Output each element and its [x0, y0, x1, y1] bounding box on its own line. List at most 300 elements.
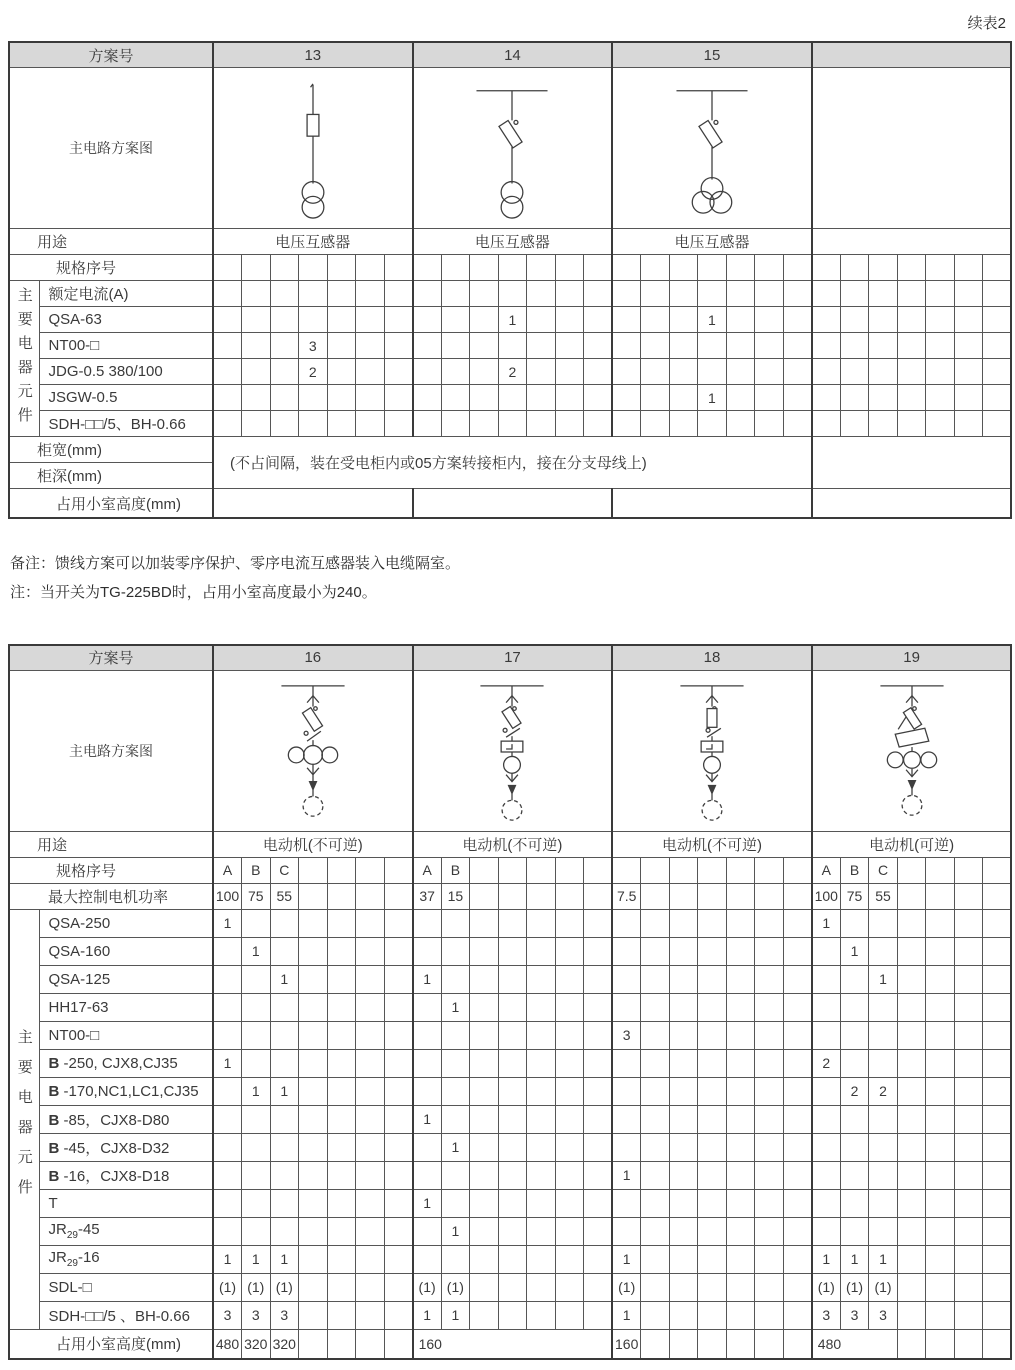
value-cell: [213, 411, 242, 437]
value-cell: [555, 993, 584, 1021]
value-cell: [356, 281, 385, 307]
value-cell: 75: [242, 883, 271, 909]
value-cell: 1: [812, 1245, 841, 1273]
value-cell: [498, 255, 527, 281]
value-cell: 1: [213, 909, 242, 937]
value-cell: [441, 1021, 470, 1049]
value-cell: [641, 909, 670, 937]
value-cell: [242, 1049, 271, 1077]
empty-diagram-cell: [812, 68, 1012, 229]
value-cell: [954, 1189, 983, 1217]
value-cell: [441, 909, 470, 937]
value-cell: [812, 385, 841, 411]
value-cell: [783, 1133, 812, 1161]
value-cell: [926, 1273, 955, 1301]
value-cell: 1: [812, 909, 841, 937]
value-cell: [726, 993, 755, 1021]
value-cell: [983, 857, 1012, 883]
value-cell: [356, 1273, 385, 1301]
value-cell: [869, 333, 898, 359]
value-cell: [726, 965, 755, 993]
usage-row: [9, 831, 1011, 857]
value-cell: [840, 411, 869, 437]
value-cell: [926, 1049, 955, 1077]
value-cell: (1): [270, 1273, 299, 1301]
value-cell: [612, 857, 641, 883]
value-cell: [983, 385, 1012, 411]
value-cell: [527, 411, 556, 437]
value-cell: [612, 1217, 641, 1245]
value-cell: [669, 1077, 698, 1105]
value-cell: [555, 411, 584, 437]
value-cell: [897, 1049, 926, 1077]
component-row: [9, 1245, 1011, 1273]
notes-block: [10, 549, 1010, 608]
value-cell: [527, 857, 556, 883]
scheme-header-row: [9, 42, 1011, 68]
value-cell: [926, 411, 955, 437]
value-cell: [954, 909, 983, 937]
value-cell: [327, 1021, 356, 1049]
value-cell: [669, 1133, 698, 1161]
value-cell: [555, 1161, 584, 1189]
value-cell: [783, 411, 812, 437]
value-cell: 2: [812, 1049, 841, 1077]
value-cell: [954, 281, 983, 307]
scheme-number: 19: [812, 645, 1012, 671]
value-cell: [527, 1273, 556, 1301]
height-value-cell: 160: [413, 1329, 613, 1359]
component-label: $JR_{29}-16$: [39, 1245, 213, 1273]
value-cell: [299, 937, 328, 965]
component-label: QSA-63: [39, 307, 213, 333]
usage-value: 电压互感器: [213, 229, 413, 255]
value-cell: (1): [869, 1273, 898, 1301]
value-cell: [555, 333, 584, 359]
circuit-diagram-motor-ct-vert-fuse: [612, 670, 812, 831]
value-cell: [498, 1049, 527, 1077]
value-cell: [983, 1301, 1012, 1329]
value-cell: [584, 993, 613, 1021]
value-cell: [441, 1245, 470, 1273]
value-cell: 1: [242, 1245, 271, 1273]
value-cell: [327, 883, 356, 909]
value-cell: [755, 1105, 784, 1133]
height-value-cell: [897, 1329, 926, 1359]
value-cell: [356, 307, 385, 333]
value-cell: [755, 281, 784, 307]
value-cell: [498, 937, 527, 965]
circuit-diagram-vt-bus-fuse-2coil: [413, 68, 613, 229]
height-value-cell: 160: [612, 1329, 641, 1359]
value-cell: [783, 333, 812, 359]
value-cell: [270, 909, 299, 937]
value-cell: [755, 1133, 784, 1161]
value-cell: 2: [498, 359, 527, 385]
value-cell: [869, 385, 898, 411]
value-cell: [783, 937, 812, 965]
value-cell: 2: [869, 1077, 898, 1105]
value-cell: [555, 1049, 584, 1077]
spec-number-label: 规格序号: [9, 255, 213, 281]
value-cell: [983, 1105, 1012, 1133]
value-cell: [755, 993, 784, 1021]
value-cell: [384, 883, 413, 909]
value-cell: [840, 385, 869, 411]
value-cell: [726, 1189, 755, 1217]
value-cell: [869, 1133, 898, 1161]
value-cell: [755, 883, 784, 909]
value-cell: [441, 1077, 470, 1105]
value-cell: [413, 1217, 442, 1245]
value-cell: [527, 883, 556, 909]
value-cell: [555, 1245, 584, 1273]
value-cell: [954, 993, 983, 1021]
value-cell: [356, 937, 385, 965]
value-cell: [470, 993, 499, 1021]
component-row: [9, 359, 1011, 385]
value-cell: [584, 909, 613, 937]
value-cell: [270, 1105, 299, 1133]
value-cell: [812, 1077, 841, 1105]
value-cell: [755, 307, 784, 333]
value-cell: [555, 1105, 584, 1133]
value-cell: [327, 411, 356, 437]
value-cell: [698, 883, 727, 909]
value-cell: [555, 307, 584, 333]
value-cell: [555, 1189, 584, 1217]
value-cell: [840, 1021, 869, 1049]
value-cell: [755, 1021, 784, 1049]
value-cell: 3: [299, 333, 328, 359]
value-cell: [783, 1105, 812, 1133]
value-cell: [470, 385, 499, 411]
value-cell: [299, 1301, 328, 1329]
scheme-number: 15: [612, 42, 812, 68]
value-cell: [612, 1077, 641, 1105]
value-cell: [755, 1301, 784, 1329]
scheme-number: 18: [612, 645, 812, 671]
value-cell: 1: [213, 1049, 242, 1077]
value-cell: [441, 307, 470, 333]
value-cell: [584, 857, 613, 883]
value-cell: [441, 359, 470, 385]
height-value-cell: [669, 1329, 698, 1359]
value-cell: [384, 307, 413, 333]
height-value-cell: 320: [242, 1329, 271, 1359]
value-cell: [926, 1301, 955, 1329]
value-cell: [641, 1105, 670, 1133]
value-cell: [755, 1161, 784, 1189]
value-cell: 75: [840, 883, 869, 909]
value-cell: [498, 385, 527, 411]
value-cell: [926, 255, 955, 281]
scheme-number: 14: [413, 42, 613, 68]
value-cell: [384, 1189, 413, 1217]
value-cell: 15: [441, 883, 470, 909]
scheme-table-13-15: [8, 41, 1012, 519]
value-cell: [669, 411, 698, 437]
value-cell: [783, 1049, 812, 1077]
value-cell: [384, 385, 413, 411]
value-cell: [498, 857, 527, 883]
value-cell: [327, 1049, 356, 1077]
value-cell: [669, 359, 698, 385]
value-cell: [327, 255, 356, 281]
value-cell: [641, 1217, 670, 1245]
value-cell: [897, 281, 926, 307]
value-cell: [356, 1049, 385, 1077]
component-row: [9, 411, 1011, 437]
value-cell: [755, 965, 784, 993]
value-cell: [584, 1217, 613, 1245]
component-label: HH17-63: [39, 993, 213, 1021]
value-cell: [527, 255, 556, 281]
value-cell: [983, 1021, 1012, 1049]
value-cell: [270, 255, 299, 281]
value-cell: [299, 965, 328, 993]
value-cell: [213, 1189, 242, 1217]
component-label: JSGW-0.5: [39, 385, 213, 411]
value-cell: [869, 1217, 898, 1245]
value-cell: [983, 883, 1012, 909]
value-cell: [242, 385, 271, 411]
value-cell: [641, 883, 670, 909]
value-cell: 1: [698, 307, 727, 333]
value-cell: [926, 1105, 955, 1133]
value-cell: [384, 857, 413, 883]
value-cell: 100: [213, 883, 242, 909]
value-cell: [783, 909, 812, 937]
value-cell: [897, 385, 926, 411]
value-cell: [384, 1077, 413, 1105]
value-cell: [726, 1049, 755, 1077]
value-cell: [869, 1021, 898, 1049]
value-cell: 1: [413, 965, 442, 993]
value-cell: [527, 1245, 556, 1273]
height-value-cell: [641, 1329, 670, 1359]
height-value-cell: [413, 489, 613, 519]
value-cell: [641, 1245, 670, 1273]
scheme-table-13-15-body: [9, 42, 1011, 518]
value-cell: [299, 993, 328, 1021]
value-cell: [641, 359, 670, 385]
value-cell: [983, 1049, 1012, 1077]
diagram-row-label: 主电路方案图: [9, 670, 213, 831]
value-cell: [983, 1133, 1012, 1161]
value-cell: 3: [242, 1301, 271, 1329]
value-cell: 1: [441, 993, 470, 1021]
value-cell: [669, 1301, 698, 1329]
value-cell: [584, 1049, 613, 1077]
value-cell: [327, 281, 356, 307]
value-cell: [413, 1021, 442, 1049]
value-cell: A: [812, 857, 841, 883]
value-cell: [926, 333, 955, 359]
value-cell: 2: [840, 1077, 869, 1105]
value-cell: [897, 1077, 926, 1105]
cabinet-depth-label: 柜深(mm): [9, 463, 213, 489]
value-cell: [413, 1133, 442, 1161]
value-cell: [954, 307, 983, 333]
component-label: QSA-250: [39, 909, 213, 937]
value-cell: [441, 1161, 470, 1189]
circuit-diagram-vt-fuse-2coil: [213, 68, 413, 229]
value-cell: [783, 1077, 812, 1105]
value-cell: [755, 909, 784, 937]
value-cell: [983, 281, 1012, 307]
value-cell: [242, 255, 271, 281]
component-row: [9, 307, 1011, 333]
value-cell: [983, 1245, 1012, 1273]
component-label: B -45，CJX8-D32: [39, 1133, 213, 1161]
value-cell: [869, 1189, 898, 1217]
component-label: SDL-□: [39, 1273, 213, 1301]
value-cell: [413, 937, 442, 965]
value-cell: 55: [270, 883, 299, 909]
value-cell: [356, 909, 385, 937]
value-cell: [299, 883, 328, 909]
value-cell: [470, 965, 499, 993]
value-cell: [498, 1273, 527, 1301]
value-cell: [641, 307, 670, 333]
value-cell: [840, 993, 869, 1021]
value-cell: [612, 333, 641, 359]
value-cell: [783, 1301, 812, 1329]
value-cell: [270, 333, 299, 359]
value-cell: 1: [270, 965, 299, 993]
value-cell: [299, 1161, 328, 1189]
value-cell: [698, 1049, 727, 1077]
value-cell: [698, 1161, 727, 1189]
value-cell: [726, 1133, 755, 1161]
value-cell: [470, 857, 499, 883]
value-cell: [470, 1049, 499, 1077]
value-cell: [470, 359, 499, 385]
value-cell: [669, 1273, 698, 1301]
value-cell: [783, 281, 812, 307]
component-row: [9, 333, 1011, 359]
value-cell: 100: [812, 883, 841, 909]
value-cell: [869, 909, 898, 937]
value-cell: [954, 1273, 983, 1301]
value-cell: B: [441, 857, 470, 883]
value-cell: [498, 1077, 527, 1105]
value-cell: [726, 1301, 755, 1329]
value-cell: [270, 385, 299, 411]
value-cell: [413, 1245, 442, 1273]
value-cell: [755, 1245, 784, 1273]
component-row: [9, 1217, 1011, 1245]
value-cell: [698, 1133, 727, 1161]
value-cell: [954, 1301, 983, 1329]
value-cell: [755, 1049, 784, 1077]
usage-value: [812, 229, 1012, 255]
value-cell: [242, 1217, 271, 1245]
value-cell: 1: [413, 1301, 442, 1329]
component-label: B -250, CJX8,CJ35: [39, 1049, 213, 1077]
component-label: T: [39, 1189, 213, 1217]
component-label: QSA-160: [39, 937, 213, 965]
value-cell: [384, 281, 413, 307]
value-cell: [641, 385, 670, 411]
value-cell: [242, 411, 271, 437]
height-value-cell: [356, 1329, 385, 1359]
value-cell: [869, 993, 898, 1021]
remark-note-line: 备注：馈线方案可以加装零序保护、零序电流互感器装入电缆隔室。: [10, 555, 461, 572]
value-cell: 1: [441, 1301, 470, 1329]
height-value-cell: [812, 489, 1012, 519]
value-cell: [384, 1217, 413, 1245]
value-cell: [755, 333, 784, 359]
value-cell: [612, 993, 641, 1021]
value-cell: [413, 1049, 442, 1077]
value-cell: [584, 937, 613, 965]
value-cell: [270, 1021, 299, 1049]
value-cell: [983, 1189, 1012, 1217]
value-cell: [299, 1273, 328, 1301]
component-label: B -170,NC1,LC1,CJ35: [39, 1077, 213, 1105]
value-cell: [213, 1161, 242, 1189]
value-cell: [612, 359, 641, 385]
value-cell: B: [840, 857, 869, 883]
value-cell: [954, 359, 983, 385]
value-cell: [242, 281, 271, 307]
value-cell: [641, 411, 670, 437]
value-cell: [242, 1133, 271, 1161]
value-cell: [783, 883, 812, 909]
value-cell: [470, 883, 499, 909]
value-cell: [498, 993, 527, 1021]
value-cell: [498, 1133, 527, 1161]
value-cell: [527, 1301, 556, 1329]
value-cell: [299, 385, 328, 411]
value-cell: [897, 1161, 926, 1189]
value-cell: 1: [612, 1245, 641, 1273]
value-cell: [726, 281, 755, 307]
value-cell: [954, 255, 983, 281]
compartment-height-label: 占用小室高度(mm): [9, 489, 213, 519]
value-cell: [897, 965, 926, 993]
value-cell: [555, 937, 584, 965]
value-cell: [498, 909, 527, 937]
value-cell: [669, 993, 698, 1021]
value-cell: [926, 993, 955, 1021]
value-cell: [641, 1273, 670, 1301]
value-cell: 2: [299, 359, 328, 385]
value-cell: 7.5: [612, 883, 641, 909]
value-cell: [669, 1021, 698, 1049]
value-cell: [441, 1105, 470, 1133]
value-cell: [612, 1049, 641, 1077]
value-cell: [698, 333, 727, 359]
value-cell: [584, 883, 613, 909]
circuit-diagram-motor-3ct-reversing: [812, 670, 1012, 831]
value-cell: [783, 1161, 812, 1189]
value-cell: [869, 307, 898, 333]
value-cell: [213, 385, 242, 411]
value-cell: [356, 1189, 385, 1217]
value-cell: [555, 883, 584, 909]
value-cell: [726, 1161, 755, 1189]
value-cell: [755, 255, 784, 281]
value-cell: [698, 857, 727, 883]
value-cell: [926, 307, 955, 333]
value-cell: [954, 1105, 983, 1133]
value-cell: [213, 333, 242, 359]
value-cell: [299, 1105, 328, 1133]
value-cell: [470, 1273, 499, 1301]
